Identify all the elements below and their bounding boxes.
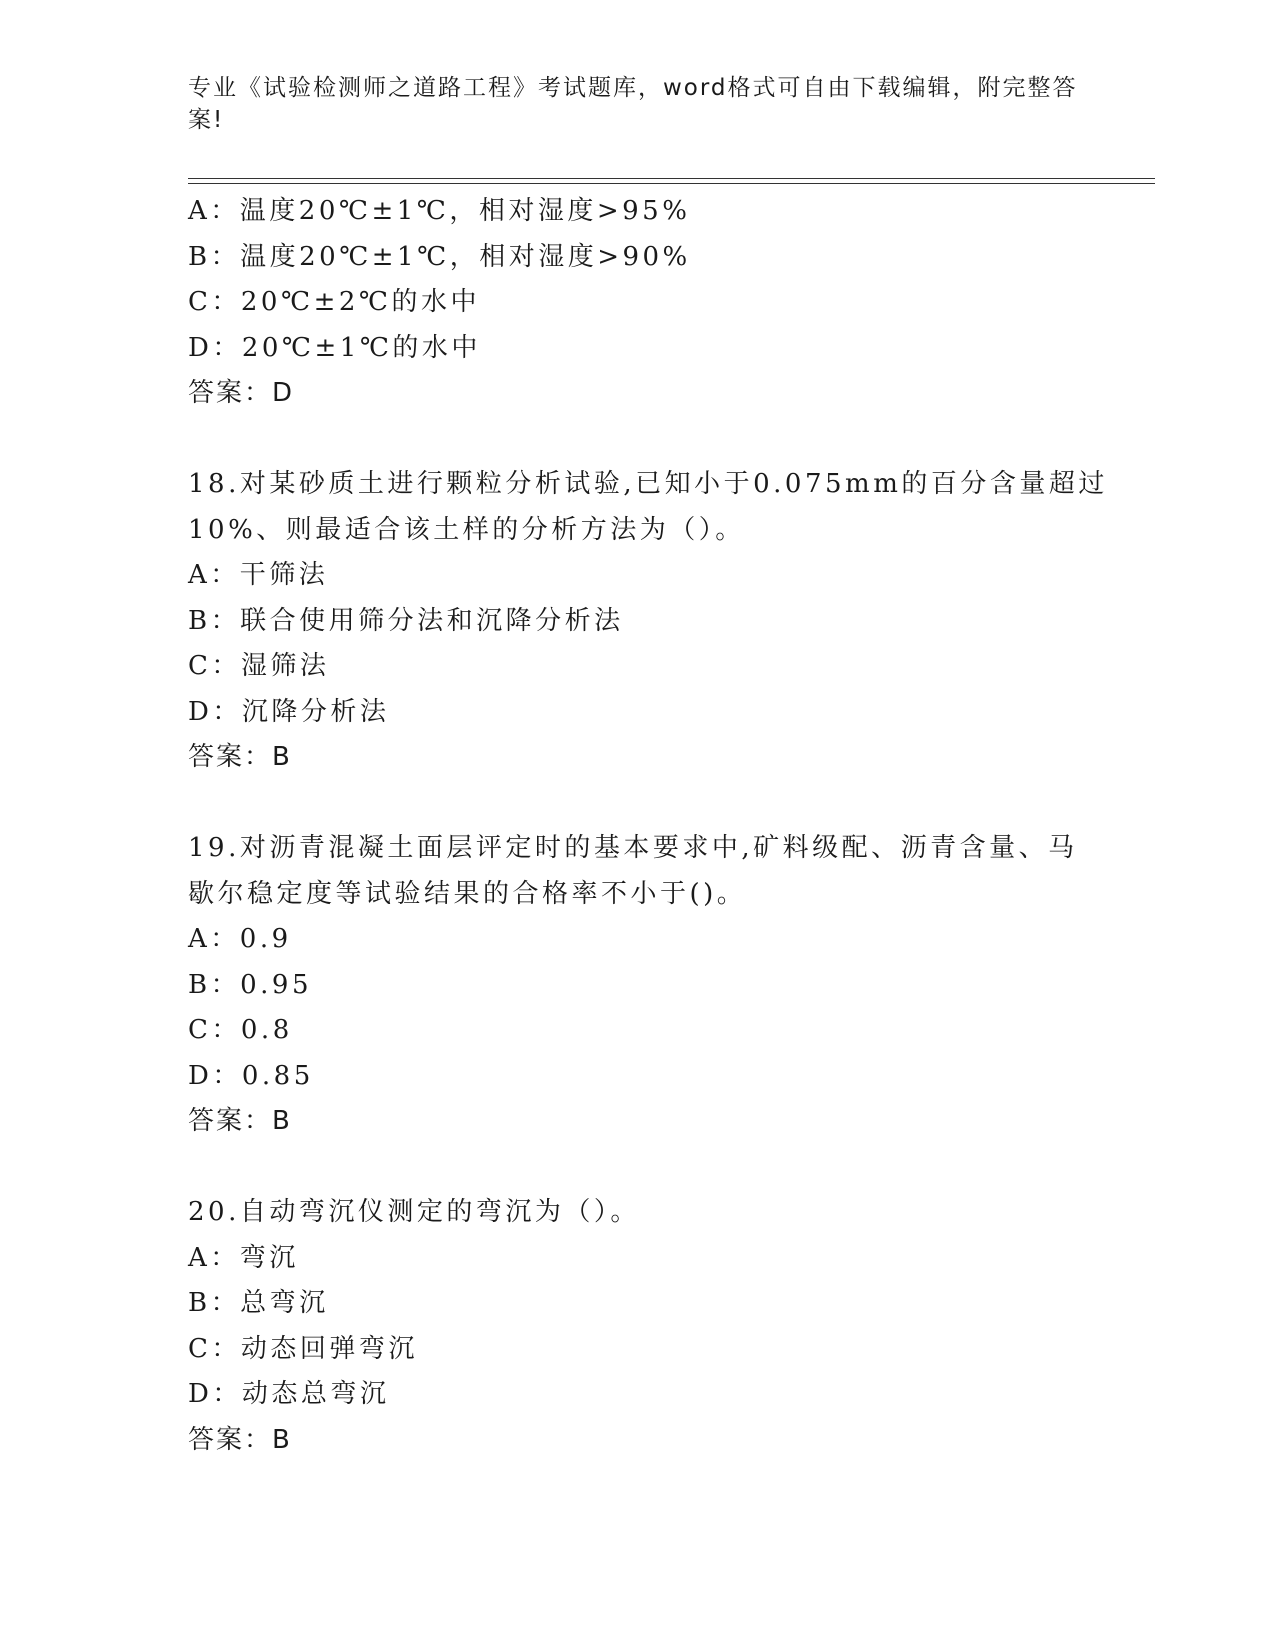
answer: 答案：B [188,1424,292,1455]
header-line-1: 专业《试验检测师之道路工程》考试题库，word格式可自由下载编辑，附完整答 [188,75,1078,101]
header-line-2: 案! [188,107,225,133]
question-18 [188,462,1108,781]
option-d: D：0.85 [188,1060,314,1091]
question-stem: 20.自动弯沉仪测定的弯沉为（）。 [188,1197,640,1227]
question-stem: 19.对沥青混凝土面层评定时的基本要求中,矿料级配、沥青含量、马 [188,833,1078,863]
option-b: B：总弯沉 [188,1288,329,1318]
document-header [188,72,1078,136]
option-b: B：温度20℃±1℃，相对湿度>90% [188,241,691,272]
option-a: A：温度20℃±1℃，相对湿度>95% [188,196,691,226]
option-d: D：动态总弯沉 [188,1379,390,1409]
question-19 [188,826,1088,1145]
option-c: C：20℃±2℃的水中 [188,287,480,317]
answer: 答案：B [188,1106,292,1136]
answer: 答案：D [188,378,295,408]
spacer [188,781,1088,827]
question-list [188,189,1108,1463]
option-d: D：20℃±1℃的水中 [188,332,481,363]
question-17 [188,189,1088,417]
spacer [188,1145,1088,1191]
question-stem-continued: 10%、则最适合该土样的分析方法为（）。 [188,514,745,545]
option-d: D：沉降分析法 [188,696,390,727]
header-divider-top [188,178,1155,179]
option-b: B：0.95 [188,969,312,1000]
option-c: C：湿筛法 [188,651,330,681]
option-c: C：0.8 [188,1015,293,1045]
option-a: A：干筛法 [188,560,329,590]
question-stem: 18.对某砂质土进行颗粒分析试验,已知小于0.075mm的百分含量超过 [188,469,1108,499]
option-c: C：动态回弹弯沉 [188,1333,418,1364]
answer: 答案：B [188,742,292,772]
question-20 [188,1190,1088,1463]
option-a: A：弯沉 [188,1242,299,1273]
spacer [188,417,1088,463]
header-divider-bottom [188,183,1155,184]
option-b: B：联合使用筛分法和沉降分析法 [188,605,624,636]
option-a: A：0.9 [188,924,292,954]
question-stem-continued: 歇尔稳定度等试验结果的合格率不小于()。 [188,878,747,909]
